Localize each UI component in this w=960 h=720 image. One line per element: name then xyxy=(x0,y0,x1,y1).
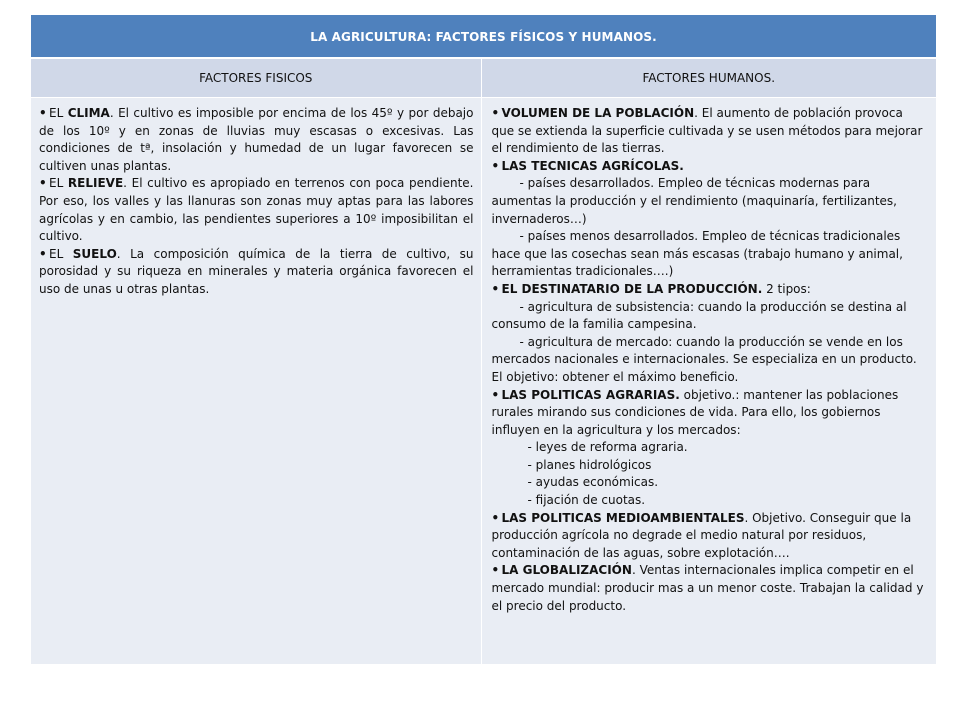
bullet-icon: • xyxy=(491,281,500,296)
destinatario-text: 2 tipos: xyxy=(762,281,811,296)
agrarias-item: - ayudas económicas. xyxy=(527,475,659,490)
table-title-text: LA AGRICULTURA: FACTORES FÍSICOS Y HUMANOS. xyxy=(310,30,657,44)
tecnicas-desarrollados: - países desarrollados. Empleo de técnicas modernas para aumentas la producción y el rendimiento (maquinaría, fertilizantes, invernaderos…) xyxy=(491,176,897,226)
humano-globalizacion xyxy=(492,562,927,615)
tecnicas-menos: - países menos desarrollados. Empleo de técnicas tradicionales hace que las cosechas sean más escasas (trabajo humano y animal, herramientas tradicionales….) xyxy=(491,229,903,279)
table-title xyxy=(31,15,936,58)
humano-tecnicas xyxy=(492,158,927,176)
medioambientales-label: LAS POLITICAS MEDIOAMBIENTALES xyxy=(501,510,745,525)
bullet-icon: • xyxy=(491,158,500,173)
agrarias-item: - planes hidrológicos xyxy=(527,457,652,472)
globalizacion-text: . Ventas internacionales implica competir en el mercado mundial: producir mas a un menor coste. Trabajan la calidad y el precio del producto. xyxy=(491,563,924,613)
suelo-prefix: EL xyxy=(49,246,73,261)
agrarias-label: LAS POLITICAS AGRARIAS. xyxy=(501,387,680,402)
clima-text: . El cultivo es imposible por encima de los 45º y por debajo de los 10º y en zonas de lluvias muy escasas o excesivas. Las condiciones de tª, insolación y humedad de un lugar favorecen se cultiven unas plantas. xyxy=(39,106,474,173)
relieve-label: RELIEVE xyxy=(67,176,124,191)
clima-label: CLIMA xyxy=(67,106,110,120)
bullet-icon: • xyxy=(491,563,500,578)
agrarias-item: - leyes de reforma agraria. xyxy=(527,440,688,455)
bullet-icon: • xyxy=(39,106,47,120)
volumen-text: . El aumento de población provoca que se extienda la superficie cultivada y se usen métodos para mejorar el rendimiento de las tierras. xyxy=(491,106,923,156)
fisico-suelo xyxy=(39,246,474,299)
relieve-prefix: EL xyxy=(49,176,68,191)
volumen-label: VOLUMEN DE LA POBLACIÓN xyxy=(501,106,695,120)
bullet-icon: • xyxy=(491,387,500,402)
destinatario-subsistencia: - agricultura de subsistencia: cuando la producción se destina al consumo de la familia campesina. xyxy=(491,299,907,332)
suelo-text: . La composición química de la tierra de cultivo, su porosidad y su riqueza en minerales y materia orgánica favorecen el uso de unas u otras plantas. xyxy=(39,246,474,296)
bullet-icon: • xyxy=(39,246,47,261)
fisico-clima xyxy=(39,105,474,175)
agrarias-text: objetivo.: mantener las poblaciones rurales mirando sus condiciones de vida. Para ello, los gobiernos influyen en la agricultura y los mercados: xyxy=(491,387,899,437)
humanos-cell xyxy=(481,98,936,665)
humano-destinatario xyxy=(492,281,927,299)
tecnicas-label: LAS TECNICAS AGRÍCOLAS. xyxy=(501,158,684,173)
relieve-text: . El cultivo es apropiado en terrenos con poca pendiente. Por eso, los valles y las llanuras son zonas muy aptas para las labores agrícolas y en cambio, las pendientes superiores a 10º imposibilitan el cultivo. xyxy=(39,176,474,244)
bullet-icon: • xyxy=(491,510,500,525)
factors-table xyxy=(31,15,936,664)
destinatario-label: EL DESTINATARIO DE LA PRODUCCIÓN. xyxy=(501,281,763,296)
humano-medioambientales xyxy=(492,510,927,563)
globalizacion-label: LA GLOBALIZACIÓN xyxy=(501,563,632,578)
humano-volumen xyxy=(492,105,927,158)
humano-agrarias xyxy=(492,387,927,440)
agrarias-item: - fijación de cuotas. xyxy=(527,493,646,508)
bullet-icon: • xyxy=(491,106,500,120)
fisicos-cell xyxy=(31,98,481,665)
clima-prefix: EL xyxy=(49,106,68,120)
medioambientales-text: . Objetivo. Conseguir que la producción agrícola no degrade el medio natural por residuos, contaminación de las aguas, sobre explotación…. xyxy=(491,510,912,560)
header-fisicos: FACTORES FISICOS xyxy=(31,58,481,98)
fisico-relieve xyxy=(39,175,474,245)
bullet-icon: • xyxy=(39,176,47,191)
suelo-label: SUELO xyxy=(72,246,117,261)
header-humanos: FACTORES HUMANOS. xyxy=(481,58,936,98)
destinatario-mercado: - agricultura de mercado: cuando la producción se vende en los mercados nacionales e internacionales. Se especializa en un producto. El objetivo: obtener el máximo beneficio. xyxy=(491,334,917,384)
